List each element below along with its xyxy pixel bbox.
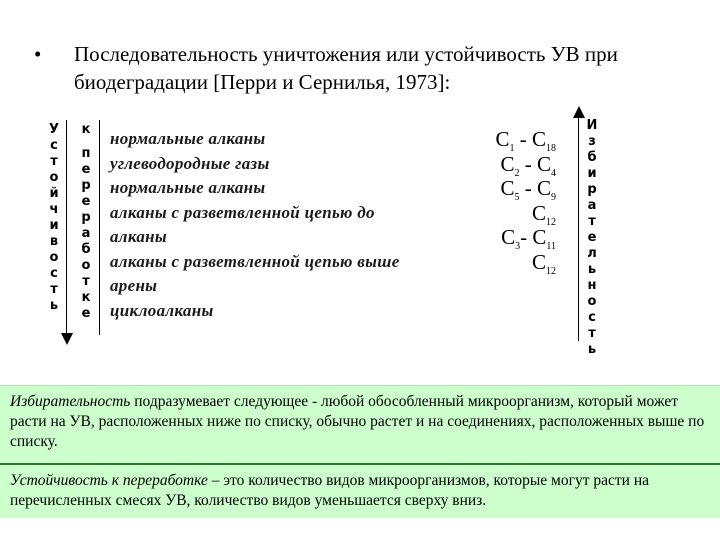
hydrocarbon-name: алканы xyxy=(110,227,167,246)
selectivity-term: Избирательность xyxy=(10,393,131,410)
axis-letter: б xyxy=(587,150,597,165)
hydrocarbon-row xyxy=(110,275,570,300)
axis-letter: т xyxy=(82,274,90,289)
axis-letter: о xyxy=(49,170,59,185)
hydrocarbon-row xyxy=(110,177,570,202)
axis-letter: з xyxy=(588,134,596,149)
hydrocarbon-row xyxy=(110,128,570,153)
formula-part: 2 xyxy=(514,167,520,179)
hydrocarbon-row xyxy=(110,153,570,178)
axis-letter: е xyxy=(81,306,91,321)
axis-letter: л xyxy=(587,246,597,261)
formula-part: 12 xyxy=(546,216,556,228)
axis-letter xyxy=(78,138,94,146)
resistance-definition-box xyxy=(0,463,720,518)
hydrocarbon-row xyxy=(110,251,570,276)
selectivity-definition-box xyxy=(0,385,720,463)
hydrocarbon-name: нормальные алканы xyxy=(110,129,266,148)
axis-letter: ч xyxy=(49,202,59,217)
axis-letter: с xyxy=(588,310,596,325)
axis-letter: ь xyxy=(587,262,597,277)
axis-letter: е xyxy=(587,230,597,245)
hydrocarbon-name: алканы с разветвленной цепью до xyxy=(110,202,375,222)
formula-part: 4 xyxy=(551,167,556,179)
axis-letter: о xyxy=(81,258,91,273)
axis-letter: и xyxy=(587,166,597,181)
axis-letter: ь xyxy=(587,342,597,357)
stability-axis-label xyxy=(46,122,62,314)
hydrocarbon-name: циклоалканы xyxy=(110,300,214,320)
axis-letter: с xyxy=(50,266,58,281)
hydrocarbon-row xyxy=(110,202,570,227)
resistance-definition: – это количество видов микроорганизмов, которые могут расти на перечисленных смесях УВ, количество видов уменьшается сверху вниз. xyxy=(10,472,649,509)
formula-part: 5 xyxy=(514,192,520,204)
formula-part: - С xyxy=(519,176,551,200)
stability-axis-line xyxy=(66,120,67,335)
axis-letter: й xyxy=(49,186,59,201)
formula-part: С xyxy=(501,225,516,249)
axis-letter: ь xyxy=(49,298,59,313)
axis-letter: в xyxy=(49,234,59,249)
bullet-icon: • xyxy=(34,42,42,66)
axis-letter: б xyxy=(81,242,91,257)
axis-letter: о xyxy=(49,250,59,265)
formula-part: 18 xyxy=(546,143,556,155)
formula-part: 3 xyxy=(515,241,521,253)
axis-letter: е xyxy=(81,194,91,209)
selectivity-axis-line xyxy=(578,116,579,341)
formula-part: - С xyxy=(520,225,547,249)
processing-axis-line xyxy=(99,120,100,335)
selectivity-axis-label xyxy=(584,118,600,358)
axis-letter: т xyxy=(50,154,58,169)
formula-part: 11 xyxy=(546,241,556,253)
hydrocarbon-name: арены xyxy=(110,276,158,295)
axis-letter: а xyxy=(81,226,91,241)
axis-letter: п xyxy=(81,146,91,161)
axis-letter: и xyxy=(49,218,59,233)
axis-letter: к xyxy=(81,122,91,137)
hydrocarbon-row xyxy=(110,226,570,251)
hydrocarbon-name: алканы с разветвленной цепью выше xyxy=(110,251,400,271)
formula-part: 1 xyxy=(509,143,515,155)
formula-part: С xyxy=(495,127,510,151)
formula-part: 12 xyxy=(546,265,556,277)
selectivity-definition: подразумевает следующее - любой обособленный микроорганизм, который может расти на УВ, расположенных ниже по списку, обычно растет и на соединениях, расположенных выше по списку. xyxy=(10,393,705,450)
axis-letter: е xyxy=(81,162,91,177)
heading-text: Последовательность уничтожения или устойчивость УВ при биодеградации [Перри и Сернилья, 1973]: xyxy=(74,42,618,94)
formula-part: - С xyxy=(514,127,546,151)
formula-part: С xyxy=(531,249,546,274)
hydrocarbon-name: нормальные алканы xyxy=(110,178,266,197)
formula-part: С xyxy=(531,200,546,225)
axis-letter: т xyxy=(50,282,58,297)
arrow-up-icon xyxy=(573,106,585,118)
axis-letter: т xyxy=(588,326,596,341)
axis-letter: И xyxy=(586,118,598,133)
axis-letter: к xyxy=(81,290,91,305)
formula-part: С xyxy=(500,151,515,176)
axis-letter: н xyxy=(587,278,597,293)
axis-letter: р xyxy=(587,182,597,197)
formula-part: - С xyxy=(519,151,551,176)
axis-letter: р xyxy=(81,210,91,225)
axis-letter: р xyxy=(81,178,91,193)
formula-part: 9 xyxy=(551,192,556,204)
formula-part: С xyxy=(500,176,515,200)
axis-letter: т xyxy=(588,214,596,229)
hydrocarbon-name: углеводородные газы xyxy=(110,153,270,173)
processing-axis-label xyxy=(78,122,94,322)
axis-letter: о xyxy=(587,294,597,309)
axis-letter: У xyxy=(48,122,60,137)
hydrocarbon-list xyxy=(110,128,570,324)
arrow-down-icon xyxy=(61,333,73,345)
resistance-term: Устойчивость к переработке xyxy=(10,472,208,489)
hydrocarbon-row xyxy=(110,300,570,325)
axis-letter: с xyxy=(50,138,58,153)
axis-letter: а xyxy=(587,198,597,213)
